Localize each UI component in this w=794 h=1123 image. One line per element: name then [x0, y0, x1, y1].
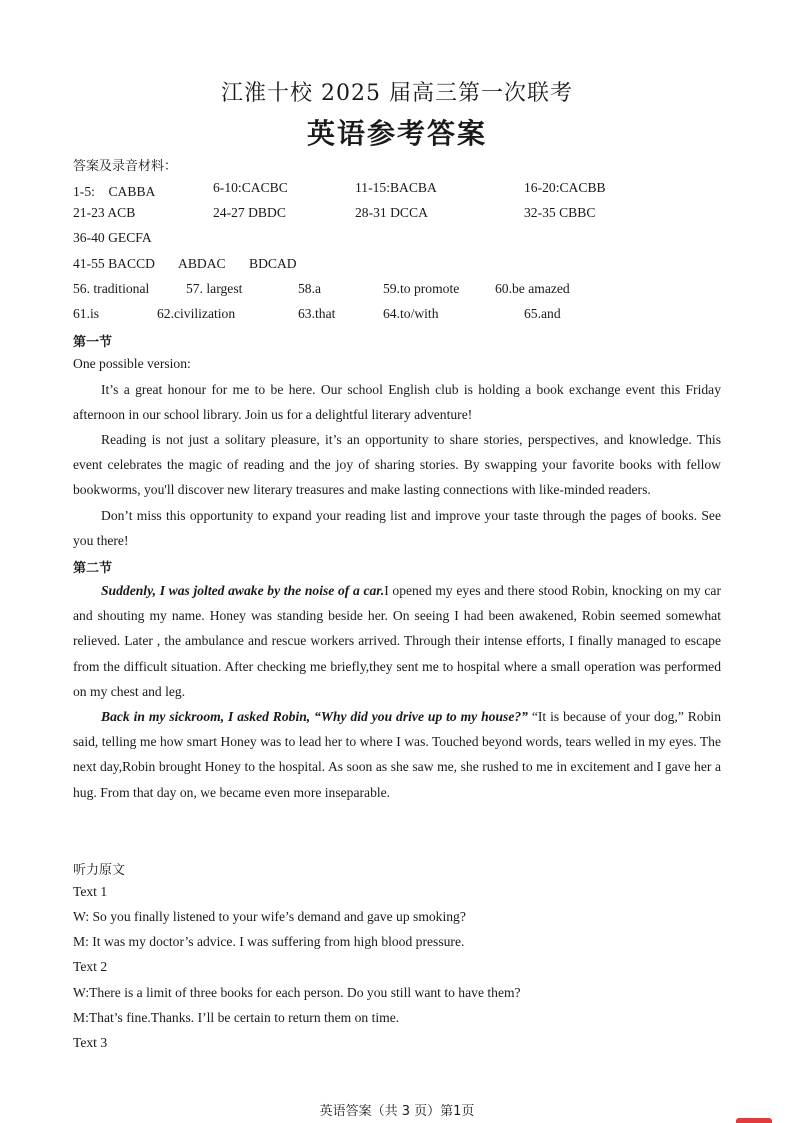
answer-cell: BDCAD [249, 256, 297, 271]
answer-cell: 28-31 DCCA [355, 205, 428, 220]
answer-cell: 62.civilization [157, 306, 236, 321]
essay-paragraph: Reading is not just a solitary pleasure, it’s an opportunity to share stories, perspectives, and knowledge. This event celebrates the magic of reading and the joy of sharing stories. By swapping your favorite books with fellow bookworms, you'll discover new literary treasures and make lasting connections with like-minded readers. [73, 432, 721, 498]
version-label: One possible version: [73, 356, 191, 371]
answer-cell: 11-15:BACBA [355, 180, 437, 195]
answer-cell: 6-10:CACBC [213, 180, 288, 195]
answer-cell: 56. traditional [73, 281, 150, 296]
transcript-line: Text 2 [73, 959, 108, 974]
paragraph-lead-sentence: Back in my sickroom, I asked Robin, “Why did you drive up to my house?” [101, 709, 528, 724]
answer-cell: 63.that [298, 306, 336, 321]
answers-section-label: 答案及录音材料： [73, 159, 178, 174]
answer-cell: 16-20:CACBB [524, 180, 606, 195]
answer-cell: 64.to/with [383, 306, 439, 321]
subject-title: 英语参考答案 [306, 117, 487, 150]
answer-cell: 60.be amazed [495, 281, 570, 296]
paragraph-body: “It is because of your dog,” Robin said, telling me how smart Honey was to lead her to where I was. Touched beyond words, tears welled in my eyes. The next day,Robin brought Honey to the hospital. As soon as she saw me, she rushed to me in excitement and I gave her a hug. From that day on, we became even more inseparable. [73, 709, 721, 800]
corner-mark [736, 1118, 772, 1123]
transcript-line: W:There is a limit of three books for each person. Do you still want to have them? [73, 985, 521, 1000]
answer-cell: 24-27 DBDC [213, 205, 286, 220]
transcript-line: M:That’s fine.Thanks. I’ll be certain to return them on time. [73, 1010, 400, 1025]
listening-heading: 听力原文 [73, 863, 126, 878]
answer-cell: 58.a [298, 281, 322, 296]
answer-cell: 65.and [524, 306, 561, 321]
answer-cell: 1-5: CABBA [73, 184, 156, 199]
answer-cell: 41-55 BACCD [73, 256, 155, 271]
answer-cell: 61.is [73, 306, 100, 321]
answer-cell: 59.to promote [383, 281, 460, 296]
continuation-paragraph [73, 704, 721, 805]
transcript-line: Text 1 [73, 884, 108, 899]
section-heading-part2: 第二节 [73, 561, 113, 576]
answer-cell: 32-35 CBBC [524, 205, 596, 220]
essay-paragraph: Don’t miss this opportunity to expand your reading list and improve your taste through the pages of books. See you there! [73, 508, 721, 549]
answer-cell: ABDAC [178, 256, 226, 271]
section-heading-part1: 第一节 [73, 335, 113, 350]
answer-cell: 36-40 GECFA [73, 230, 152, 245]
continuation-paragraph [73, 578, 721, 704]
transcript-line: M: It was my doctor’s advice. I was suffering from high blood pressure. [73, 934, 465, 949]
paragraph-lead-sentence: Suddenly, I was jolted awake by the noise of a car. [101, 583, 385, 598]
transcript-line: Text 3 [73, 1035, 108, 1050]
transcript-line: W: So you finally listened to your wife’s demand and gave up smoking? [73, 909, 466, 924]
answer-cell: 21-23 ACB [73, 205, 136, 220]
paragraph-body: I opened my eyes and there stood Robin, knocking on my car and shouting my name. Honey was standing beside her. On seeing I had been awakened, Robin seemed somewhat relieved. Later , the ambulance and rescue workers arrived. Through their intense efforts, I finally managed to escape from the difficult situation. After checking me briefly,they sent me to hospital where a small operation was performed on my chest and leg. [73, 583, 721, 699]
answer-cell: 57. largest [186, 281, 243, 296]
page-footer: 英语答案（共 3 页）第1页 [319, 1104, 475, 1119]
essay-paragraph: It’s a great honour for me to be here. Our school English club is holding a book exchange event this Friday afternoon in our school library. Join us for a delightful literary adventure! [73, 382, 721, 423]
exam-title: 江淮十校 2025 届高三第一次联考 [221, 81, 573, 106]
